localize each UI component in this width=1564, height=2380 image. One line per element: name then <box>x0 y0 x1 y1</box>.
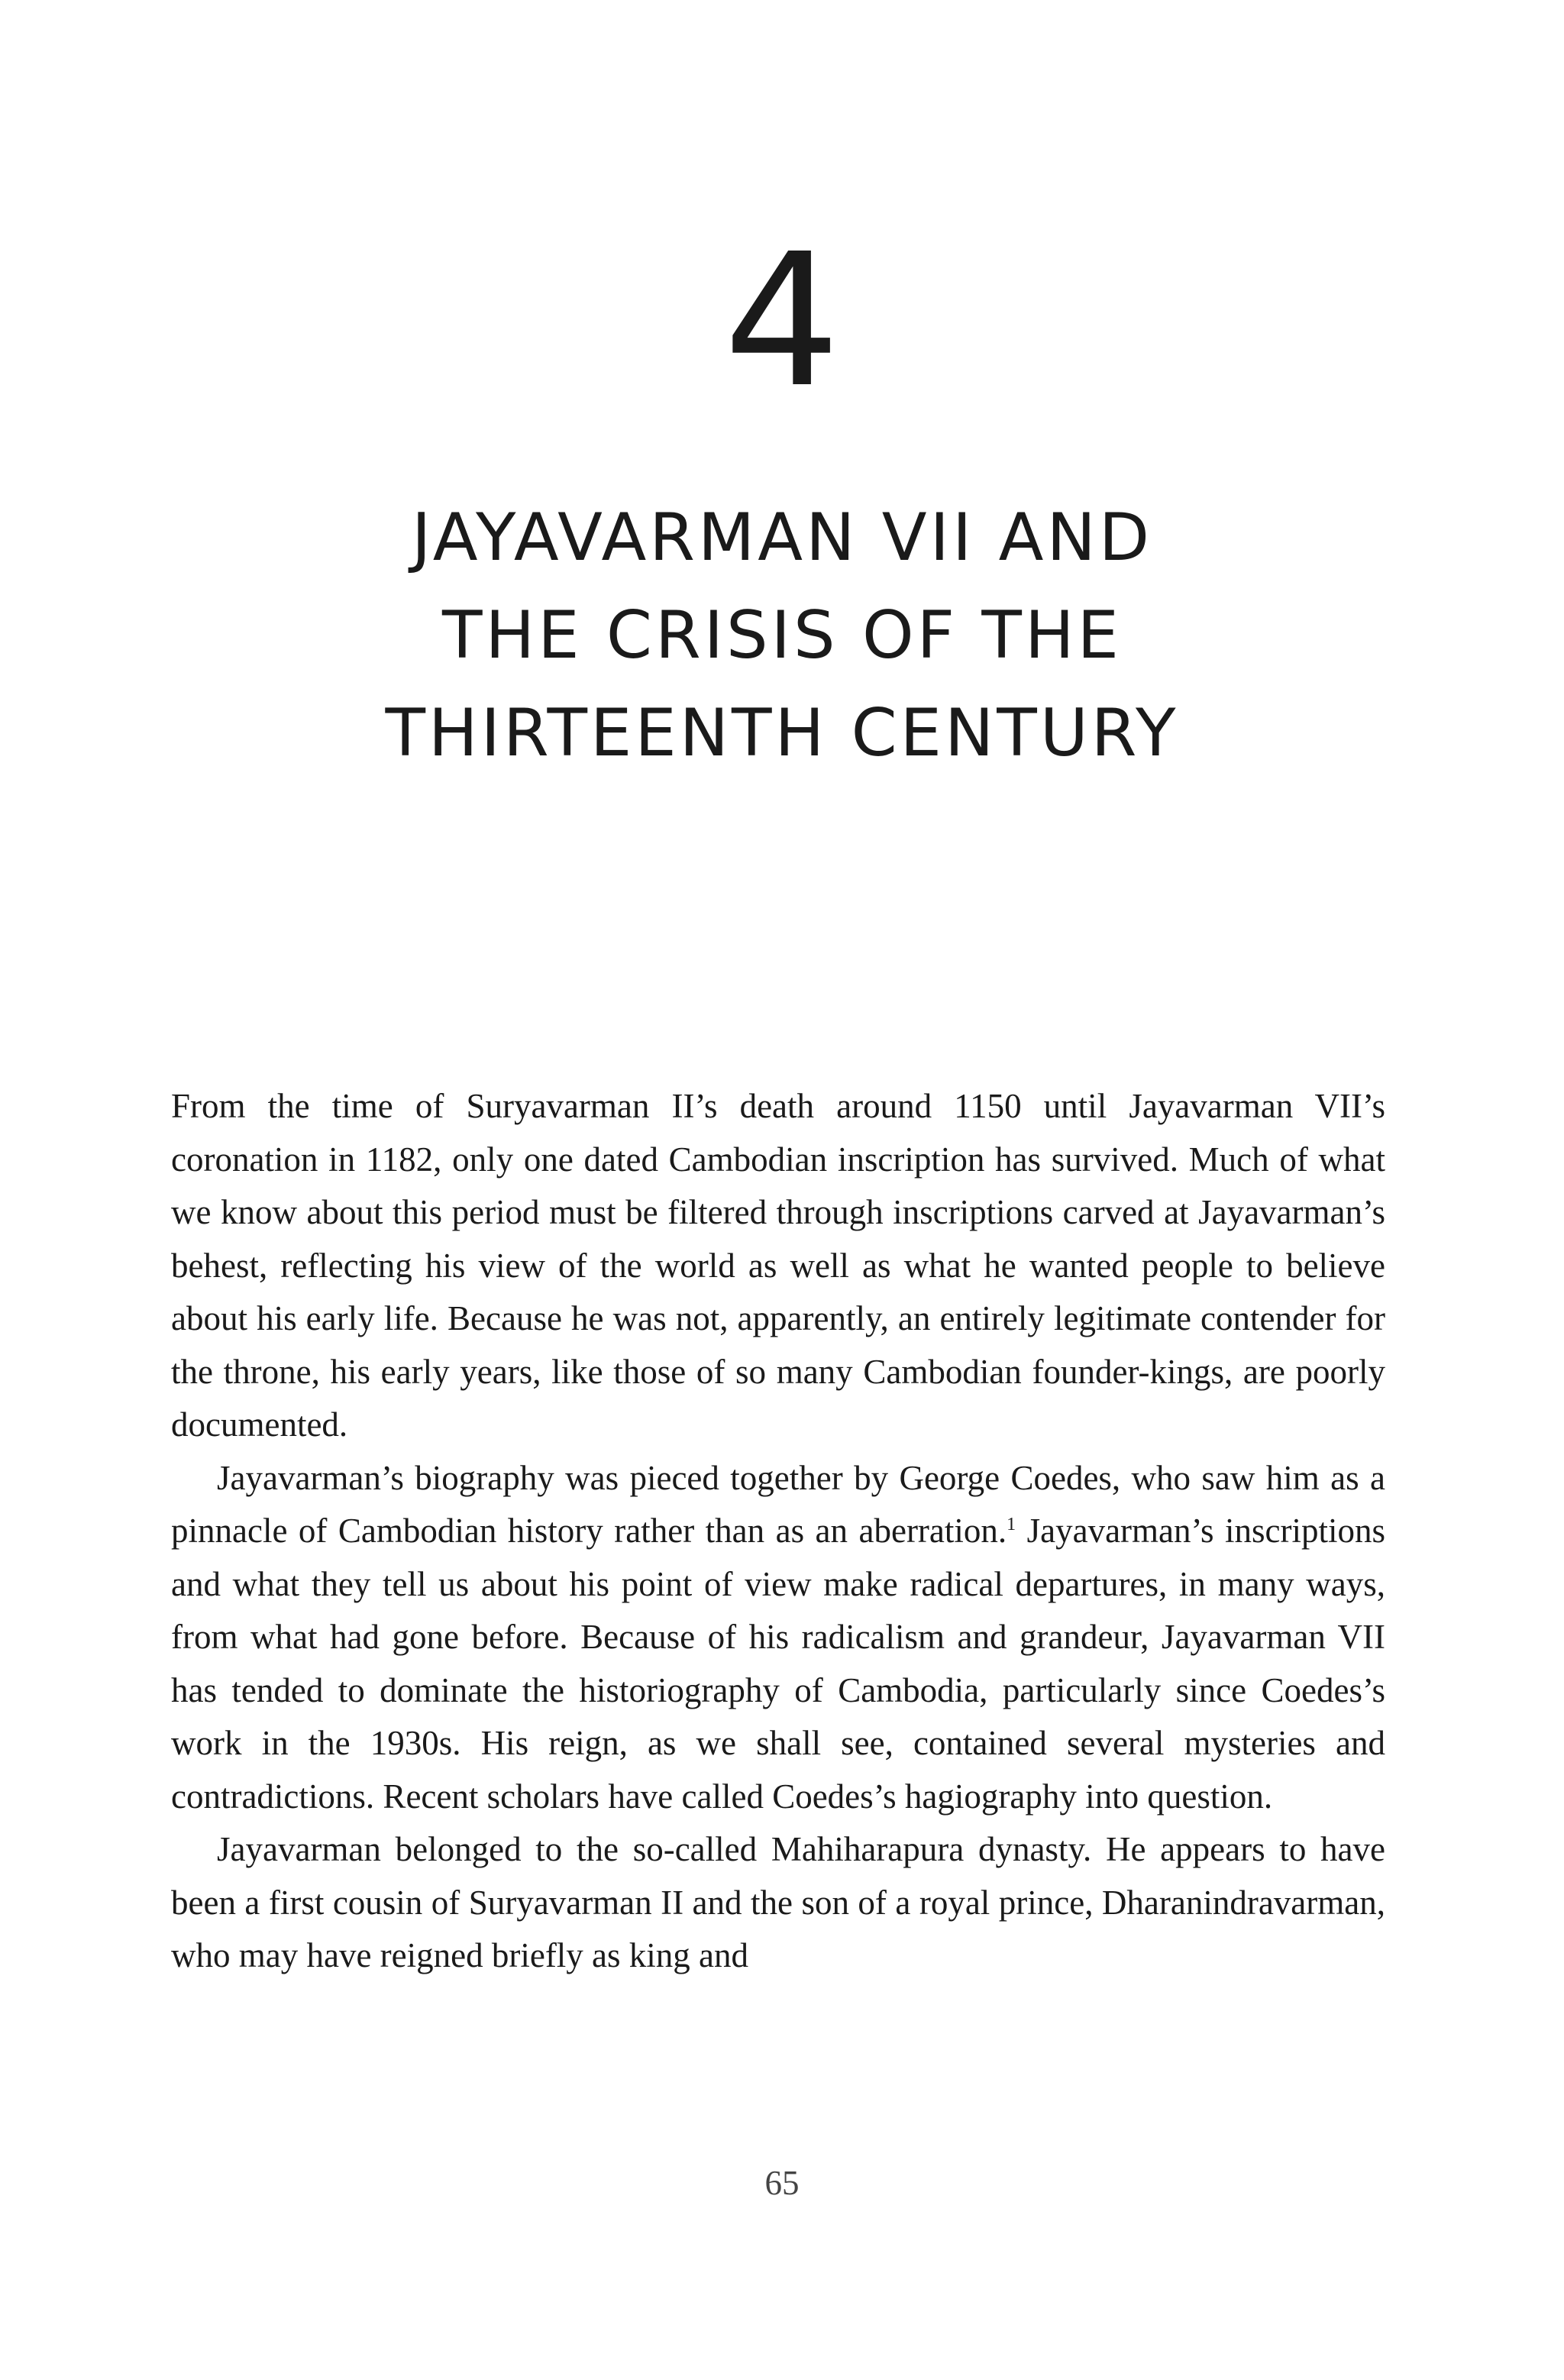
footnote-marker: 1 <box>1007 1515 1016 1534</box>
chapter-title-line-1: JAYAVARMAN VII AND <box>411 500 1153 576</box>
paragraph-3: Jayavarman belonged to the so-called Mahiharapura dynasty. He appears to have been a first cousin of Suryavarman II and the son of a royal prince, Dharanindravarman, who may have reigned briefly as king and <box>171 1830 1385 1974</box>
body-text <box>171 1080 1385 1983</box>
chapter-number: 4 <box>723 214 841 428</box>
page-number: 65 <box>764 2164 800 2202</box>
chapter-title-line-2: THE CRISIS OF THE <box>442 597 1122 674</box>
paragraph-2 <box>171 1452 1385 1824</box>
paragraph-1: From the time of Suryavarman II’s death around 1150 until Jayavarman VII’s coronation in 1182, only one dated Cambodian inscription has survived. Much of what we know about this period must be filtered through inscriptions carved at Jayavarman’s behest, reflecting his view of the world as well as what he wanted people to believe about his early life. Because he was not, apparently, an entirely legitimate contender for the throne, his early years, like those of so many Cambodian founder-kings, are poorly documented. <box>171 1087 1385 1444</box>
chapter-title-line-3: THIRTEENTH CENTURY <box>385 695 1179 771</box>
paragraph-2-text-end: Jayavarman’s inscriptions and what they tell us about his point of view make radical departures, in many ways, from what had gone before. Because of his radicalism and grandeur, Jayavarman VII has tended to dominate the historiography of Cambodia, particularly since Coedes’s work in the 1930s. His reign, as we shall see, contained several mysteries and contradictions. Recent scholars have called Coedes’s hagiography into question. <box>171 1512 1385 1816</box>
paragraph-2-text-start: Jayavarman’s biography was pieced together by George Coedes, who saw him as a pinnacle of Cambodian history rather than as an aberration. <box>171 1458 1385 1550</box>
chapter-title <box>0 489 1564 782</box>
